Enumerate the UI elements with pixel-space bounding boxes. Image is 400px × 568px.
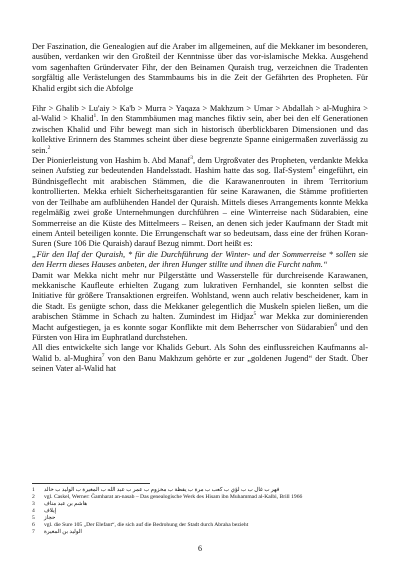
footnote-7 [32, 529, 368, 536]
footnote-number: 7 [32, 529, 35, 535]
quran-quote: „Für den Ilaf der Quraish, * für die Durchführung der Winter- und der Sommerreise * sollen sie den Herrn dieses Hauses anbeten, der ihren Hunger stillte und ihnen die Furcht nahm.“ [32, 249, 368, 270]
footnote-4 [32, 508, 368, 515]
footnote-text: فهر ب غال ب ب لؤي ب كعب ب مرة ب يقظة ب مخزوم ب عمر ب عبد الله ب المغيرة ب الوليد ب خالد [44, 487, 280, 493]
hashim-text-b: , dem Urgroßvater des Propheten, verdankte Mekka seinen Aufstieg zur bedeutenden Handelsstadt. Hashim hatte das sog. Ilaf-System [32, 156, 369, 176]
footnote-number: 3 [32, 501, 35, 507]
footnote-number: 6 [32, 522, 35, 528]
lineage-text: Fihr > Ghalib > Lu'aiy > Ka'b > Murra > Yaqaza > Makhzum > Umar > Abdallah > al-Mughira > al-Walid > Khalid [32, 104, 368, 124]
paragraph-hashim [32, 156, 368, 250]
hashim-text-c: eingeführt, ein Bündnisgeflecht mit arabischen Stämmen, die die Karawanenrouten in ihrem Territorium kontrollierten. Mekka erhielt Sicherheitsgarantien für seine Karawanen, die Stämme profitierten von der Teilhabe am aufblühenden Handel der Quraish. Mittels dieses Arrangements konnte Mekka regelmäßig zwei große Unternehmungen durchführen – eine Winterreise nach Südarabien, eine Sommerreise an die Küste des Mittelmeers – Reisen, an denen sich jeder Kaufmann der Stadt mit einem Anteil beteiligen konnte. Die Errungenschaft war so bedeutsam, dass eine der frühen Koran-Suren (Sure 106 Die Quraish) darauf Bezug nimmt. Dort heißt es: [32, 166, 368, 249]
footnote-text: vgl. Caskel, Werner: Ğamharat an-nasab – Das genealogische Werk des Hisam ibn Muhammad al-Kalbi, Brill 1966 [44, 494, 303, 500]
footnote-5 [32, 515, 368, 522]
paragraph-genealogy-intro: Der Faszination, die Genealogien auf die Araber im allgemeinen, auf die Mekkaner im besonderen, ausüben, verdanken wir den Großteil der Kenntnisse über das vor-islamische Mekka. Ausgehend vom sagenhaften Gründervater Fihr, der den Beinamen Quraish trug, verzeichnen die Tradenten sorgfältig alle Verästelungen des Stammbaums bis in die Zeit der Gefährten des Propheten. Für Khalid ergibt sich die Abfolge [32, 42, 368, 93]
page-number: 6 [198, 544, 202, 553]
birth-text-b: von den Banu Makhzum gehörte er zur „goldenen Jugend“ der Stadt. Über seinen Vater al-Walid hat [32, 353, 368, 374]
footnote-ref-6[interactable]: 6 [334, 321, 338, 328]
footnote-number: 5 [32, 515, 35, 521]
footnote-number: 1 [32, 487, 35, 493]
footnote-1 [32, 487, 368, 494]
footnote-text: حجاز [44, 515, 56, 521]
footnote-ref-7[interactable]: 7 [101, 352, 105, 359]
footnote-text: هاشم بن عبد مناف [44, 501, 88, 507]
footnote-text: vgl. die Sure 105 „Der Elefant“, die sich auf die Bedrohung der Stadt durch Abraha bezieht [44, 522, 249, 528]
footnote-2 [32, 494, 368, 501]
footnote-text: إيلاف [44, 508, 57, 514]
footnote-6 [32, 522, 368, 529]
birth-text-a: All dies entwickelte sich lange vor Khalids Geburt. Als Sohn des einflussreichen Kaufmanns al-Walid b. al-Mughira [32, 343, 368, 363]
body-text [32, 42, 368, 375]
footnote-ref-1[interactable]: 1 [93, 113, 97, 120]
power-text-b: war Mekka zur dominierenden Macht aufgestiegen, ja es konnte sogar Konflikte mit dem Beherrscher von Südarabien [32, 312, 368, 332]
footnotes [32, 483, 368, 536]
footnote-ref-3[interactable]: 3 [190, 155, 193, 162]
paragraph-mekka-power [32, 271, 368, 344]
footnote-ref-2[interactable]: 2 [47, 144, 51, 151]
power-text-c: und den Fürsten von Hira im Euphratland durchstehen. [32, 322, 368, 342]
power-text-a: Damit war Mekka nicht mehr nur Pilgerstätte und Wasserstelle für durchreisende Karawanen, mekkanische Kaufleute erhielten Zugang zum lukrativen Fernhandel, sie konnten selbst die Initiative für größere Transaktionen ergreifen. Wohlstand, wenn auch relativ bescheidener, kam in die Stadt. Es genügte schon, dass die Mekkaner gelegentlich die Muskeln spielen ließen, um die arabischen Stämme in Schach zu halten. Zumindest im Hidjaz [32, 270, 368, 322]
footnote-3 [32, 501, 368, 508]
footnote-ref-4[interactable]: 4 [312, 165, 316, 172]
paragraph-khalid-birth [32, 343, 368, 374]
footnote-number: 2 [32, 494, 35, 500]
footnote-ref-5[interactable]: 5 [253, 311, 257, 318]
hashim-text-a: Der Pionierleistung von Hashim b. Abd Manaf [32, 156, 191, 166]
footnote-divider [32, 483, 150, 484]
paragraph-lineage: Fihr > Ghalib > Lu'aiy > Ka'b > Murra > Yaqaza > Makhzum > Umar > Abdallah > al-Mughira > al-Walid > Khalid$^1$. In den Stammbäumen mag manches fiktiv sein, aber bei den elf Generationen zwischen Khalid und Fihr bewegt man sich in historisch überblickbaren Dimensionen und das kollektive Erinnern des Stammes scheint über diese begrenzte Spanne einigermaßen zuverlässig zu sein.$^2$ [32, 104, 368, 155]
footnote-number: 4 [32, 508, 35, 514]
footnote-text: الوليد بن المغيرة [44, 529, 82, 535]
lineage-comment: In den Stammbäumen mag manches fiktiv sein, aber bei den elf Generationen zwischen Khalid und Fihr bewegt man sich in historisch überblickbaren Dimensionen und das kollektive Erinnern des Stammes scheint über diese begrenzte Spanne einigermaßen zuverlässig zu sein. [32, 114, 368, 155]
